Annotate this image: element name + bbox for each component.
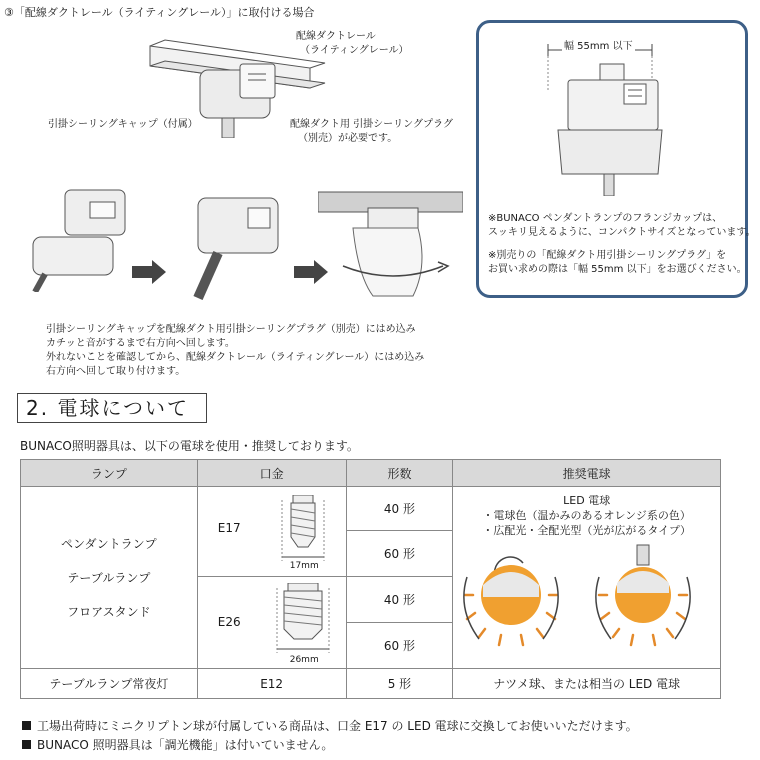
- cap-label: 引掛シーリングキャップ（付属）: [48, 119, 198, 130]
- table-row: [21, 487, 721, 531]
- table-header-row: [21, 460, 721, 487]
- callout-note1-line1: ※BUNACO ペンダントランプのフランジカップは、: [488, 213, 723, 224]
- header-watt: 形数: [346, 460, 453, 487]
- lamp-type-pendant: ペンダントランプ: [61, 536, 157, 551]
- e17-socket-icon: [278, 495, 328, 565]
- section-intro: BUNACO照明器具は、以下の電球を使用・推奨しております。: [20, 439, 359, 453]
- step3-illustration: [318, 186, 463, 301]
- dim-e26: 26mm: [289, 655, 319, 665]
- base-e26-cell: [197, 577, 346, 669]
- header-recommended: 推奨電球: [453, 460, 721, 487]
- base-e17-label: E17: [217, 521, 241, 535]
- rec-title: LED 電球: [563, 494, 611, 507]
- bulb-table: [20, 459, 721, 699]
- step1-illustration: [25, 182, 135, 292]
- night-lamp-base: E12: [197, 669, 346, 699]
- watt-60-e26: 60 形: [346, 623, 453, 669]
- header-lamp: ランプ: [21, 460, 198, 487]
- dim-e17: 17mm: [289, 561, 319, 571]
- lamp-types-cell: [21, 487, 198, 669]
- rail-label-2: （ライティングレール）: [300, 45, 409, 56]
- section-title: 2. 電球について: [17, 393, 207, 423]
- callout-note2-line1: ※別売りの「配線ダクト用引掛シーリングプラグ」を: [488, 250, 727, 261]
- callout-note1-line2: スッキリ見えるように、コンパクトサイズとなっています。: [488, 227, 756, 238]
- rec-line-2: ・広配光・全配光型（光が広がるタイプ）: [482, 524, 691, 537]
- bullet-square-icon: [22, 740, 31, 749]
- width-label: 幅 55mm 以下: [564, 41, 633, 52]
- table-row: [21, 669, 721, 699]
- instruction-line-2: カチッと音がするまで右方向へ回します。: [46, 338, 235, 349]
- recommended-cell: [453, 487, 721, 669]
- base-e26-label: E26: [217, 615, 241, 629]
- led-bulbs-illustration: [453, 537, 721, 665]
- header-base: 口金: [197, 460, 346, 487]
- flange-illustration: [520, 36, 700, 196]
- led-bulb-left-icon: [464, 557, 558, 645]
- instruction-line-3: 外れないことを確認してから、配線ダクトレール（ライティングレール）にはめ込み: [46, 352, 425, 363]
- note-1: 工場出荷時にミニクリプトン球が付属している商品は、口金 E17 の LED 電球に交換してお使いいただけます。: [22, 718, 638, 734]
- watt-60-e17: 60 形: [346, 531, 453, 577]
- base-e17-cell: [197, 487, 346, 577]
- plug-label-1: 配線ダクト用 引掛シーリングプラグ: [290, 119, 453, 130]
- rail-label-1: 配線ダクトレール: [296, 31, 376, 42]
- instruction-line-4: 右方向へ回して取り付けます。: [46, 366, 186, 377]
- lamp-type-floor: フロアスタンド: [67, 604, 151, 619]
- instruction-line-1: 引掛シーリングキャップを配線ダクト用引掛シーリングプラグ（別売）にはめ込み: [46, 324, 416, 335]
- plug-label-2: （別売）が必要です。: [298, 133, 398, 144]
- bullet-square-icon: [22, 721, 31, 730]
- night-lamp-rec: ナツメ球、または相当の LED 電球: [453, 669, 721, 699]
- watt-40-e17: 40 形: [346, 487, 453, 531]
- step2-illustration: [178, 190, 288, 300]
- callout-note2-line2: お買い求めの際は「幅 55mm 以下」をお選びください。: [488, 264, 747, 275]
- rec-line-1: ・電球色（温かみのあるオレンジ系の色）: [482, 509, 691, 522]
- led-bulb-right-icon: [596, 545, 690, 645]
- night-lamp-name: テーブルランプ常夜灯: [21, 669, 198, 699]
- night-lamp-watt: 5 形: [346, 669, 453, 699]
- note-2: BUNACO 照明器具は「調光機能」は付いていません。: [22, 737, 333, 753]
- e26-socket-icon: [274, 583, 332, 657]
- watt-40-e26: 40 形: [346, 577, 453, 623]
- install-heading: ③「配線ダクトレール（ライティングレール）」に取付ける場合: [4, 6, 315, 19]
- arrow-1-icon: [130, 258, 170, 288]
- lamp-type-table: テーブルランプ: [67, 570, 151, 585]
